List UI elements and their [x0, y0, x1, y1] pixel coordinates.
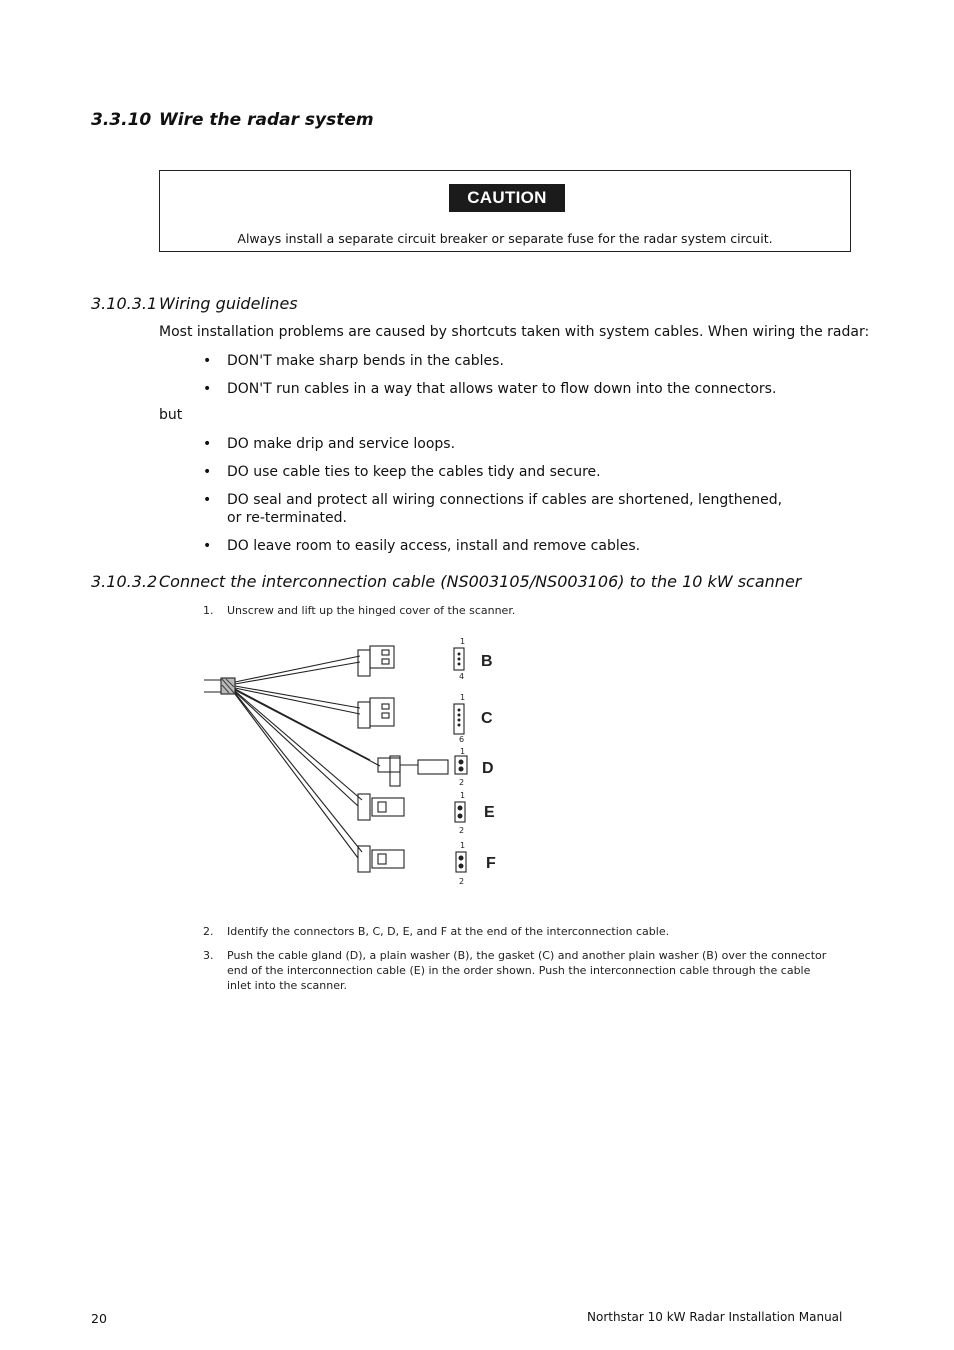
pin-label: 1	[460, 747, 466, 756]
page-number: 20	[91, 1311, 107, 1326]
step-text: Push the cable gland (D), a plain washer (B), the gasket (C) and another plain washer (B) over the connector end of the interconnection cable (E) in the order shown. Push the interconnection cable through the cable inlet into the scanner.	[227, 949, 827, 992]
pin-label: 4	[459, 672, 465, 681]
list-item-text: DO seal and protect all wiring connections if cables are shortened, lengthened, or re-terminated.	[227, 492, 783, 526]
pin-label: 2	[459, 877, 465, 886]
subsection-heading-connect	[91, 572, 801, 591]
section-title: Wire the radar system	[159, 110, 374, 130]
bullet-icon: •	[203, 436, 212, 452]
connector-letter: B	[481, 653, 493, 670]
pin-label: 1	[460, 693, 466, 702]
subsection-title: Wiring guidelines	[159, 294, 298, 313]
connector-letter: F	[486, 855, 496, 872]
subsection-number: 3.10.3.2	[91, 572, 158, 591]
pin-label: 1	[460, 791, 466, 800]
pin-label: 2	[459, 826, 465, 835]
step-number: 3.	[203, 949, 214, 962]
but-text: but	[159, 407, 183, 423]
step-number: 2.	[203, 925, 214, 938]
step-text: Identify the connectors B, C, D, E, and F at the end of the interconnection cable.	[227, 925, 670, 938]
pin-label: 1	[460, 841, 466, 850]
bullet-icon: •	[203, 538, 212, 554]
list-item-text: DO use cable ties to keep the cables tidy and secure.	[227, 464, 601, 480]
connector-letter: D	[482, 760, 494, 777]
connector-letter: C	[481, 710, 493, 727]
footer-manual-title: Northstar 10 kW Radar Installation Manual	[587, 1310, 843, 1324]
subsection-heading-guidelines	[91, 294, 298, 313]
caution-text: Always install a separate circuit breaker or separate fuse for the radar system circuit.	[237, 231, 773, 246]
bullet-icon: •	[203, 464, 212, 480]
bullet-icon: •	[203, 381, 212, 397]
bullet-icon: •	[203, 353, 212, 369]
pin-label: 6	[459, 735, 465, 744]
section-heading	[91, 110, 374, 130]
list-item-text: DO make drip and service loops.	[227, 436, 456, 452]
pin-label: 1	[460, 637, 466, 646]
step-text: Unscrew and lift up the hinged cover of the scanner.	[227, 604, 516, 617]
step-number: 1.	[203, 604, 214, 617]
subsection-title: Connect the interconnection cable (NS003105/NS003106) to the 10 kW scanner	[159, 572, 802, 591]
section-number: 3.3.10	[91, 110, 152, 130]
list-item-text: DON'T run cables in a way that allows water to flow down into the connectors.	[227, 381, 777, 397]
interconnection-cable-diagram	[200, 632, 520, 892]
list-item-text: DO leave room to easily access, install and remove cables.	[227, 538, 641, 554]
guidelines-intro: Most installation problems are caused by shortcuts taken with system cables. When wiring the radar:	[159, 324, 870, 340]
bullet-icon: •	[203, 492, 212, 508]
subsection-number: 3.10.3.1	[91, 294, 158, 313]
caution-badge: CAUTION	[449, 184, 565, 212]
pin-label: 2	[459, 778, 465, 787]
caution-box	[159, 170, 851, 252]
connector-letter: E	[484, 804, 495, 821]
list-item-text: DON'T make sharp bends in the cables.	[227, 353, 504, 369]
